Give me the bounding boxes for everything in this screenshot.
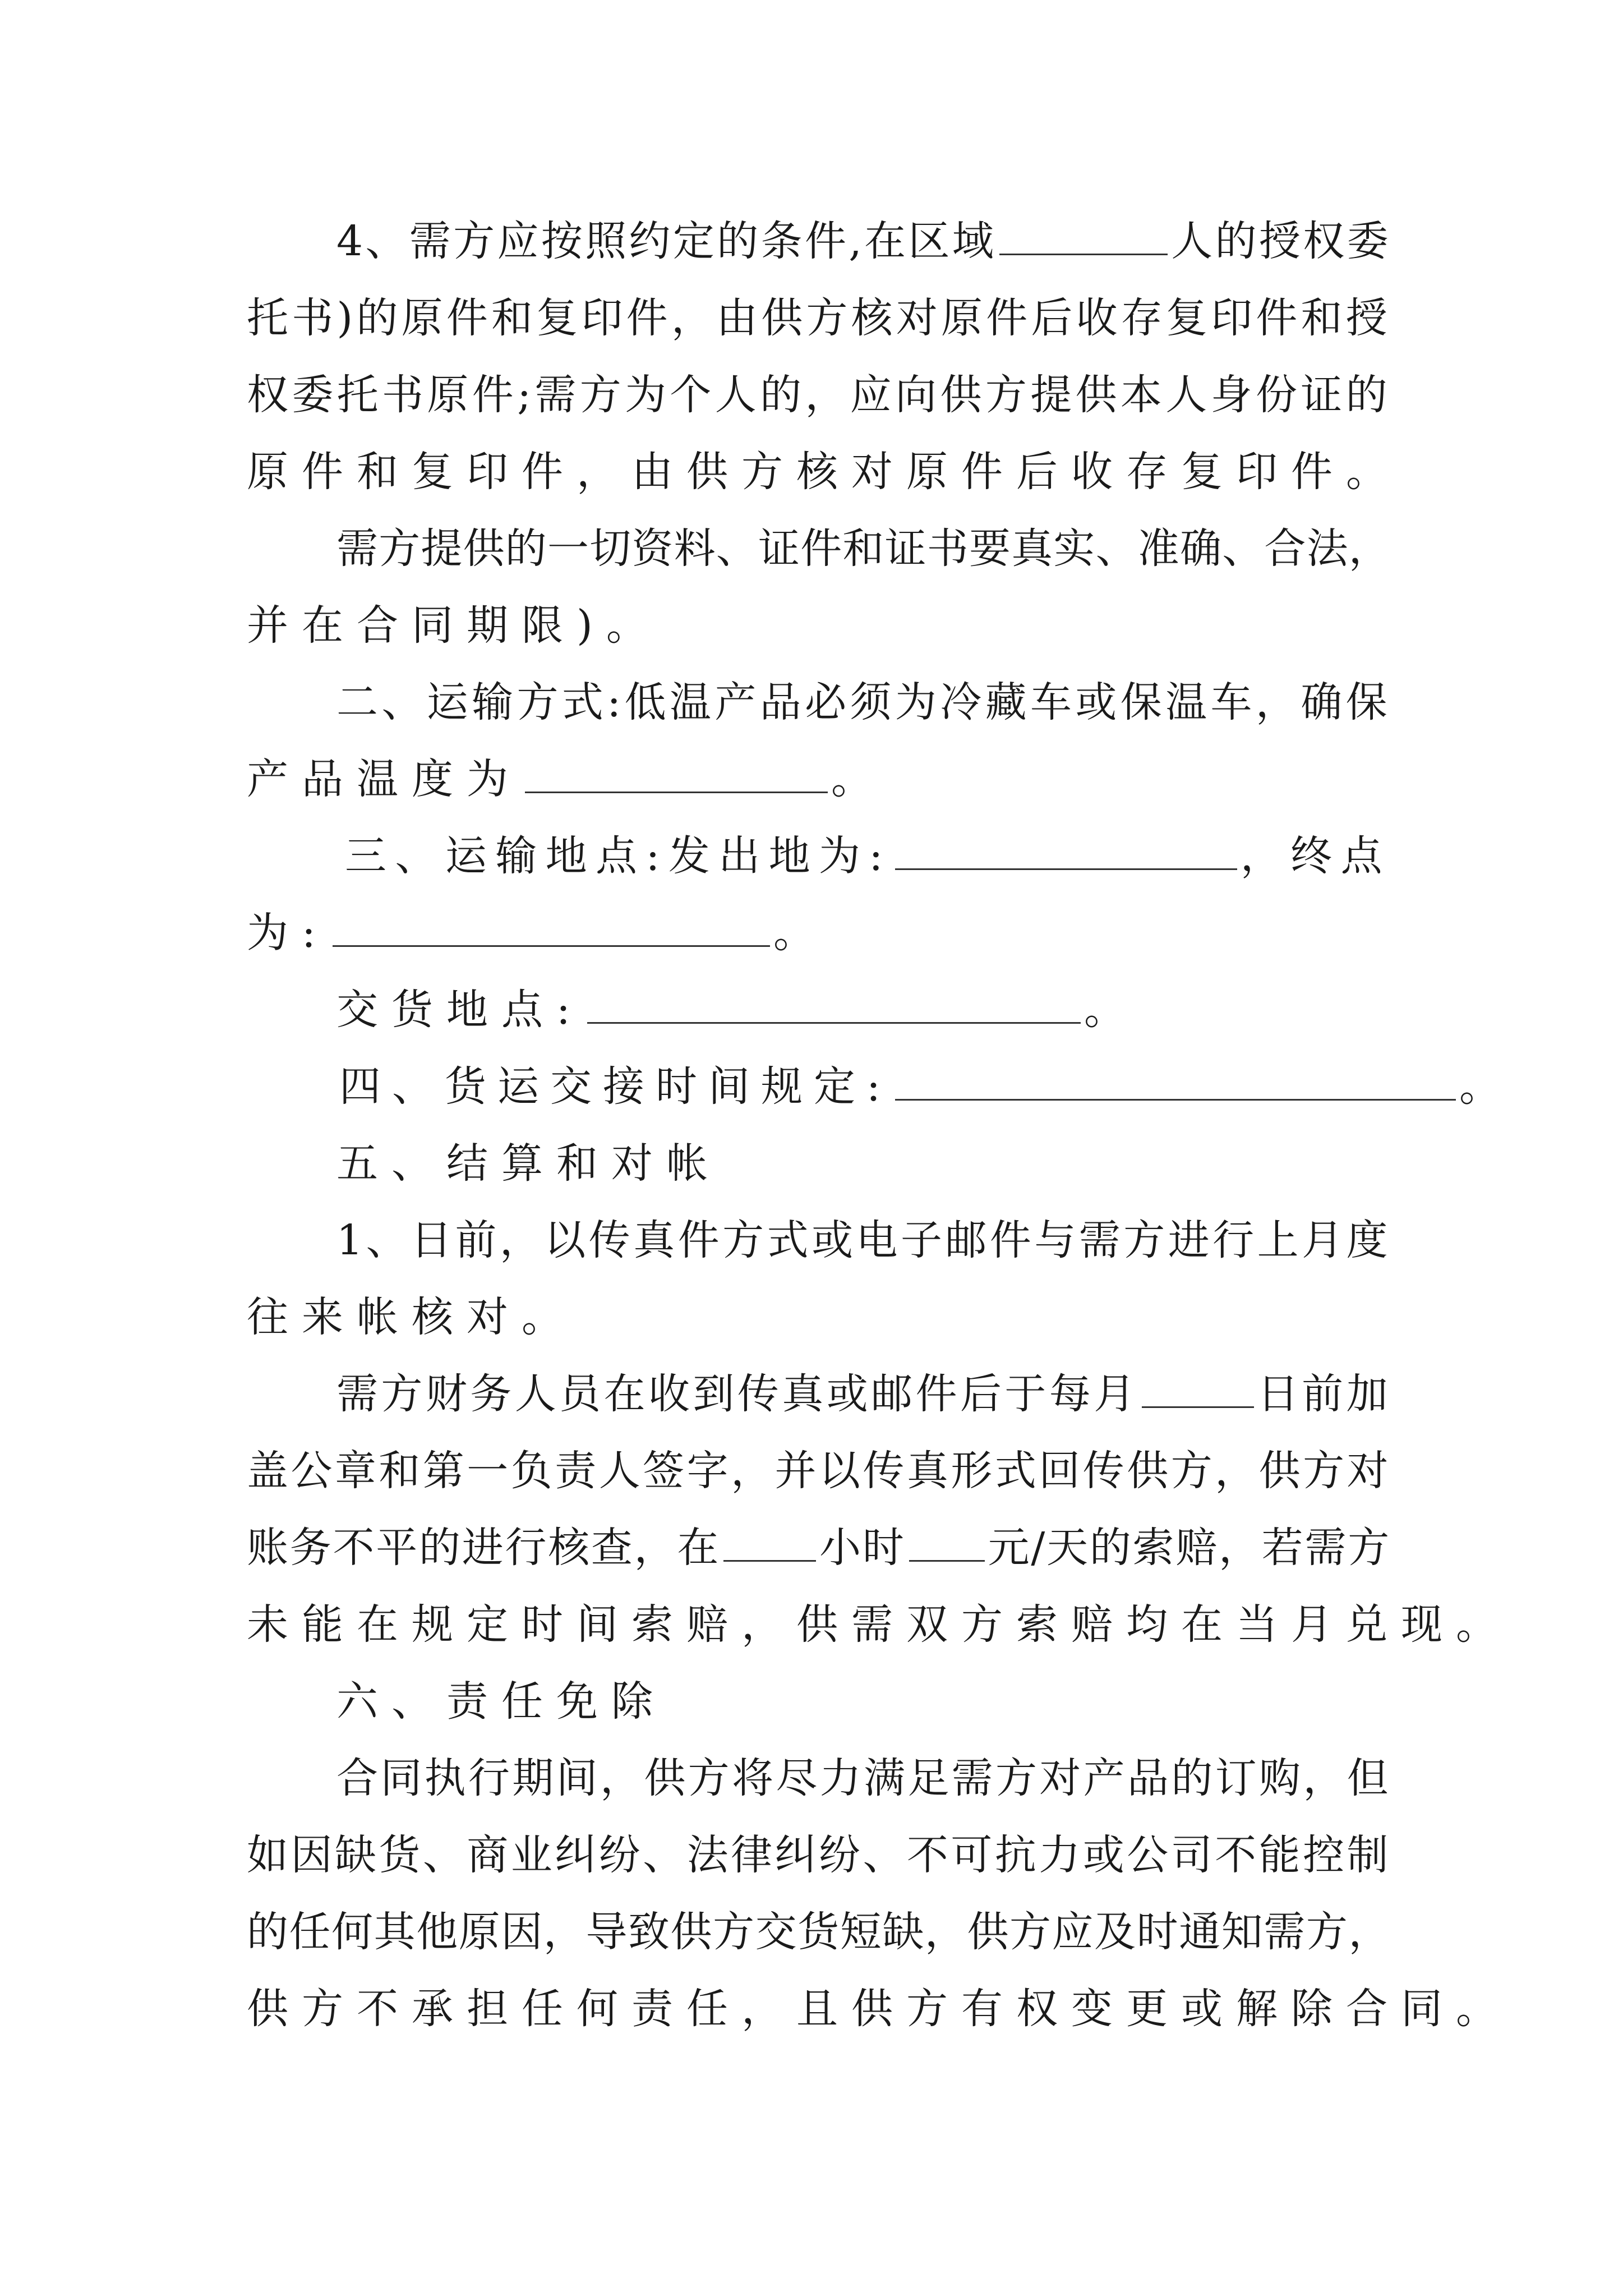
text-segment: 。 [773,909,828,957]
fill-in-blank [1142,1372,1254,1408]
text-line [247,1443,1391,1499]
fill-in-blank [895,1064,1456,1101]
text-segment: 权委托书原件;需方为个人的，应向供方提供本人身份证的 [247,371,1391,419]
text-segment: 小时 [819,1524,906,1572]
text-segment: 盖公章和第一负责人签字，并以传真形式回传供方，供方对 [247,1447,1391,1495]
text-segment: 。 [1083,986,1139,1034]
text-segment: 为: [247,909,329,957]
text-line [247,1827,1391,1883]
text-segment: 五、结算和对帐 [336,1139,721,1188]
text-segment: 账务不平的进行核查，在 [247,1524,721,1572]
text-line [336,1673,666,1729]
text-segment: 往来帐核对。 [247,1293,577,1341]
text-line [345,828,1391,884]
text-line [336,674,1391,730]
text-line [247,1904,1391,1960]
text-segment: ，终点 [1240,832,1391,880]
fill-in-blank [525,757,828,793]
text-line [247,1596,1511,1653]
text-segment: 三、运输地点:发出地为: [345,832,892,880]
text-segment: 。 [1459,1062,1512,1111]
text-line [247,290,1391,346]
text-line [247,367,1391,423]
fill-in-blank [333,910,770,947]
text-segment: 四、货运交接时间规定: [339,1062,892,1111]
text-line [336,1212,1391,1268]
text-segment: 1、日前，以传真件方式或电子邮件与需方进行上月度 [336,1216,1391,1264]
fill-in-blank [723,1525,816,1562]
text-line [336,213,1391,269]
text-line [247,597,661,654]
text-segment: 日前加 [1257,1370,1391,1418]
text-segment: 二、运输方式:低温产品必须为冷藏车或保温车，确保 [336,678,1391,726]
text-line [339,1059,1512,1115]
text-segment: 未能在规定时间索赔，供需双方索赔均在当月兑现。 [247,1600,1511,1649]
text-line [336,1135,721,1191]
text-segment: 交货地点: [336,986,584,1034]
text-segment: 需方财务人员在收到传真或邮件后于每月 [336,1370,1138,1418]
fill-in-blank [895,834,1237,870]
text-segment: 的任何其他原因，导致供方交货短缺，供方应及时通知需方， [247,1908,1391,1956]
text-segment: 托书)的原件和复印件，由供方核对原件后收存复印件和授 [247,294,1391,342]
text-segment: 六、责任免除 [336,1677,666,1726]
text-segment: 人的授权委 [1171,217,1391,265]
text-line [247,444,1401,500]
text-segment: 产品温度为 [247,755,522,803]
fill-in-blank [587,987,1081,1024]
text-line [247,1289,577,1345]
text-segment: 4、需方应按照约定的条件,在区域 [336,217,997,265]
text-line [336,1366,1391,1422]
text-line [247,905,828,961]
text-line [247,751,886,807]
text-line [336,1750,1391,1806]
fill-in-blank [909,1525,985,1562]
text-segment: 并在合同期限)。 [247,601,661,650]
text-segment: 合同执行期间，供方将尽力满足需方对产品的订购，但 [336,1754,1391,1802]
text-line [336,982,1139,1038]
text-segment: 元/天的索赔，若需方 [988,1524,1391,1572]
text-line [247,1520,1391,1576]
text-segment: 供方不承担任何责任，且供方有权变更或解除合同。 [247,1985,1511,2033]
text-segment: 原件和复印件，由供方核对原件后收存复印件。 [247,448,1401,496]
fill-in-blank [999,219,1168,255]
text-segment: 。 [831,755,886,803]
text-segment: 如因缺货、商业纠纷、法律纠纷、不可抗力或公司不能控制 [247,1831,1391,1879]
text-segment: 需方提供的一切资料、证件和证书要真实、准确、合法， [336,524,1391,573]
text-line [247,1981,1511,2037]
text-line [336,521,1391,577]
